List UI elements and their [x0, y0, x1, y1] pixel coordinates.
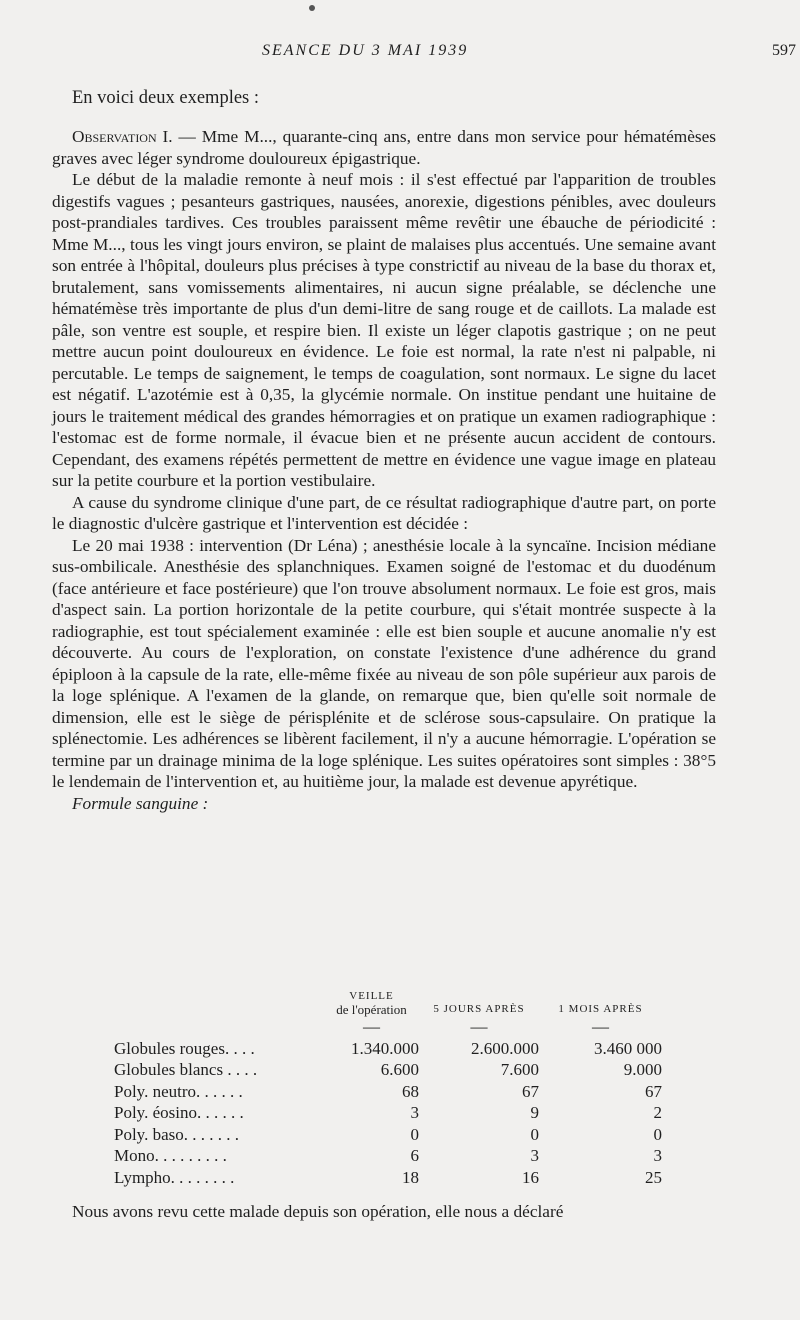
table-row	[114, 1038, 662, 1060]
observation-label: Observation I.	[72, 127, 173, 146]
cell-1-mois: 2	[653, 1103, 662, 1122]
cell-veille: 0	[410, 1124, 419, 1144]
table-row	[114, 1102, 662, 1124]
cell-1-mois: 9.000	[623, 1060, 662, 1079]
cell-1-mois: 3.460 000	[594, 1038, 662, 1058]
cell-veille: 18	[402, 1167, 419, 1187]
dash-1: —	[363, 1017, 380, 1036]
observation-body	[52, 126, 716, 814]
table-row	[114, 1059, 662, 1081]
row-label: Globules rouges. . . .	[114, 1038, 255, 1058]
page-header	[0, 42, 800, 64]
dash-blank	[114, 1016, 324, 1038]
table-header-veille	[324, 990, 419, 1016]
cell-veille: 1.340.000	[351, 1038, 419, 1058]
table-dash-row	[114, 1016, 662, 1038]
intro-paragraph	[52, 88, 716, 110]
cell-5-jours: 16	[522, 1167, 539, 1187]
table-row	[114, 1081, 662, 1103]
row-label: Poly. neutro. . . . . .	[114, 1081, 243, 1101]
table-header-blank	[114, 990, 324, 1016]
table-row	[114, 1124, 662, 1146]
row-label: Lympho. . . . . . . .	[114, 1167, 235, 1187]
observation-paragraph-1	[52, 126, 716, 169]
dash-2: —	[470, 1017, 488, 1036]
cell-5-jours: 3	[530, 1146, 539, 1165]
cell-1-mois: 67	[645, 1081, 662, 1101]
closing-text: Nous avons revu cette malade depuis son opération, elle nous a déclaré	[72, 1202, 564, 1221]
cell-5-jours: 9	[530, 1103, 539, 1122]
cell-5-jours: 67	[522, 1081, 539, 1101]
running-title: SEANCE DU 3 MAI 1939	[262, 42, 469, 59]
row-label: Poly. baso. . . . . . .	[114, 1124, 239, 1144]
cell-5-jours: 0	[530, 1124, 539, 1144]
dash-3: —	[592, 1017, 609, 1036]
cell-5-jours: 7.600	[500, 1060, 539, 1079]
cell-1-mois: 0	[653, 1124, 662, 1144]
print-speck	[309, 5, 315, 11]
row-label: Mono. . . . . . . . .	[114, 1146, 227, 1165]
observation-paragraph-4: Le 20 mai 1938 : intervention (Dr Léna) ; anesthésie locale à la syncaïne. Incision médiane sus-ombilicale. Anesthésie des splanchniques. Examen soigné de l'estomac et du duodénum (face antérieure et face postérieure) que l'on trouve absolument normaux. Le foie est gros, mais d'aspect sain. La portion horizontale de la petite courbure, qui s'était montrée suspecte à la radiographie, est tout spécialement examinée : elle est bien souple et aucune anomalie n'y est découverte. Au cours de l'exploration, on constate l'existence d'une adhérence du grand épiploon à la capsule de la rate, elle-même fixée au niveau de son pôle supérieur aux parois de la loge splénique. A l'examen de la glande, on remarque que, bien qu'elle soit normale de dimension, elle est le siège de périsplénite et de sclérose sous-capsulaire. On pratique la splénectomie. Les adhérences se libèrent facilement, il n'y a aucune hémorragie. L'opération se termine par un drainage minima de la loge splénique. Les suites opératoires sont simples : 38°5 le lendemain de l'intervention et, au huitième jour, la malade est devenue apyrétique.	[52, 535, 716, 791]
page-number: 597	[772, 42, 796, 59]
observation-intro-text: — Mme M..., quarante-cinq ans, entre dans mon service pour hématémèses graves avec léger syndrome douloureux épigastrique.	[52, 127, 716, 168]
row-label: Poly. éosino. . . . . .	[114, 1103, 244, 1122]
header-5-jours-main: 5 JOURS APRÈS	[433, 1003, 525, 1015]
intro-text: En voici deux exemples :	[72, 88, 260, 108]
header-veille-sub: de l'opération	[336, 1002, 407, 1017]
header-1-mois-main: 1 MOIS APRÈS	[558, 1003, 643, 1015]
cell-veille: 6.600	[380, 1060, 419, 1079]
observation-paragraph-2: Le début de la maladie remonte à neuf mois : il s'est effectué par l'apparition de troubles digestifs vagues ; pesanteurs gastriques, nausées, anorexie, digestions pénibles, avec douleurs post-prandiales tardives. Ces troubles paraissent même revêtir une ébauche de périodicité : Mme M..., tous les vingt jours environ, se plaint de malaises plus accentués. Une semaine avant son entrée à l'hôpital, douleurs plus précises à type constrictif au niveau de la base du thorax et, brutalement, sans vomissements alimentaires, ni aucun signe préalable, se déclenche une hématémèse très importante de plus d'un demi-litre de sang rouge et de caillots. La malade est pâle, son ventre est souple, et respire bien. Il existe un léger clapotis gastrique ; on ne peut mettre aucun point douloureux en évidence. Le foie est normal, la rate n'est ni palpable, ni percutable. Le temps de saignement, le temps de coagulation, sont normaux. Le signe du lacet est négatif. L'azotémie est à 0,35, la glycémie normale. On institue pendant une huitaine de jours le traitement médical des grandes hémorragies et on pratique un examen radiographique : l'estomac est de forme normale, il évacue bien et ne présente aucun accident de contours. Cependant, des examens répétés permettent de mettre en évidence une vague image en plateau sur la petite courbure et la portion vestibulaire.	[52, 170, 716, 490]
header-veille-main: VEILLE	[349, 990, 394, 1002]
table-row	[114, 1145, 662, 1167]
closing-paragraph	[52, 1201, 716, 1223]
formula-label: Formule sanguine :	[72, 793, 209, 813]
cell-veille: 6	[410, 1146, 419, 1165]
cell-veille: 3	[410, 1103, 419, 1122]
cell-5-jours: 2.600.000	[471, 1038, 539, 1058]
table-header-5-jours	[419, 990, 539, 1016]
table-header-row	[114, 990, 662, 1016]
cell-veille: 68	[402, 1081, 419, 1101]
observation-paragraph-3: A cause du syndrome clinique d'une part, de ce résultat radiographique d'autre part, on porte le diagnostic d'ulcère gastrique et l'intervention est décidée :	[52, 492, 716, 533]
cell-1-mois: 3	[653, 1146, 662, 1165]
table-row	[114, 1167, 662, 1189]
row-label: Globules blancs . . . .	[114, 1060, 258, 1079]
cell-1-mois: 25	[645, 1167, 662, 1187]
table-header-1-mois	[539, 990, 662, 1016]
blood-formula-table	[114, 990, 662, 1188]
